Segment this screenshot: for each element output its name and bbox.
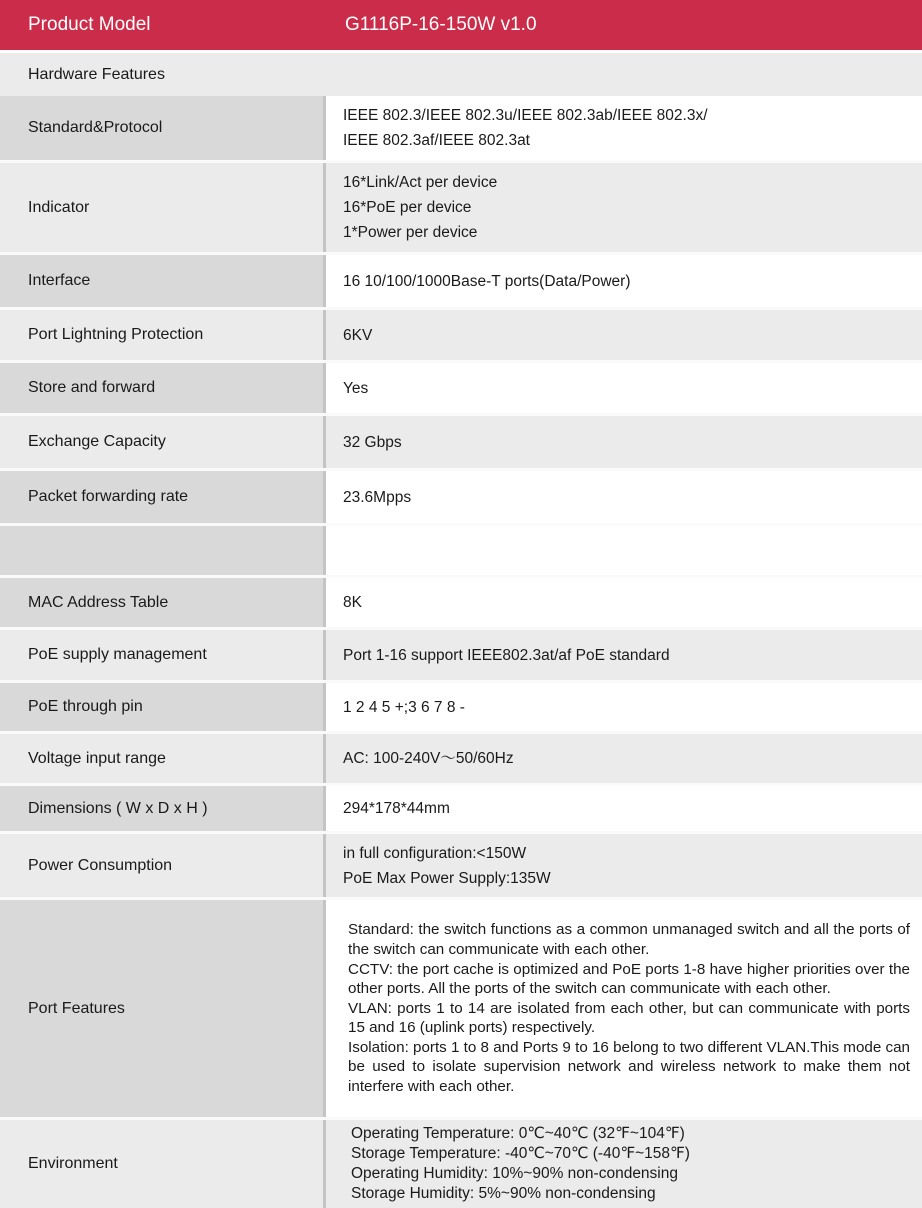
- spec-value: [326, 683, 922, 731]
- spec-value-line: Storage Temperature: -40℃~70℃ (-40℉~158℉): [351, 1145, 690, 1162]
- spec-value-paragraph: Standard: the switch functions as a common unmanaged switch and all the ports of the switch can communicate with each other.: [348, 921, 910, 958]
- spec-value-line: IEEE 802.3af/IEEE 802.3at: [343, 132, 530, 149]
- spec-value-line: 1 2 4 5 +;3 6 7 8 -: [343, 698, 465, 716]
- spec-label: Port Features: [0, 900, 326, 1117]
- spec-value: [326, 163, 922, 252]
- spec-value-line: 294*178*44mm: [343, 800, 450, 817]
- product-model-value: G1116P-16-150W v1.0: [345, 14, 537, 35]
- spec-row-power-consumption: [0, 831, 922, 897]
- spec-row-store-forward: [0, 360, 922, 413]
- spec-value: [326, 471, 922, 523]
- spec-row-standard-protocol: [0, 96, 922, 160]
- spec-label: Packet forwarding rate: [0, 471, 326, 523]
- spec-value-line: 32 Gbps: [343, 433, 402, 451]
- spec-row-forwarding-rate: [0, 468, 922, 523]
- spec-label: MAC Address Table: [0, 578, 326, 627]
- spec-value: [326, 526, 922, 575]
- spec-row-voltage: [0, 731, 922, 783]
- spec-value: [326, 310, 922, 360]
- spec-value: [326, 96, 922, 160]
- spec-value-line: IEEE 802.3/IEEE 802.3u/IEEE 802.3ab/IEEE 802.3x/: [343, 107, 708, 124]
- spec-value: [326, 578, 922, 627]
- spec-label: Port Lightning Protection: [0, 310, 326, 360]
- spec-value-paragraph: Isolation: ports 1 to 8 and Ports 9 to 16 belong to two different VLAN.This mode can be used to isolate supervision network and wireless network to make them not interfere with each other.: [348, 1038, 910, 1096]
- spec-value-paragraph: VLAN: ports 1 to 14 are isolated from each other, but can communicate with ports 15 and 16 (uplink ports) respectively.: [348, 999, 910, 1037]
- spec-label: PoE supply management: [0, 630, 326, 680]
- spec-label: Environment: [0, 1120, 326, 1208]
- spec-value-line: Operating Humidity: 10%~90% non-condensing: [351, 1165, 678, 1182]
- spec-row-exchange-capacity: [0, 413, 922, 468]
- spec-label: Standard&Protocol: [0, 96, 326, 160]
- spec-value-line: 16*Link/Act per device: [343, 174, 498, 191]
- spec-row-lightning-protection: [0, 307, 922, 360]
- spec-table: [0, 96, 922, 1208]
- spec-value-line: PoE Max Power Supply:135W: [343, 869, 551, 887]
- section-title: Hardware Features: [0, 53, 922, 96]
- spec-value: [326, 363, 922, 413]
- spec-label: Power Consumption: [0, 834, 326, 897]
- spec-label: PoE through pin: [0, 683, 326, 731]
- spec-value-line: in full configuration:<150W: [343, 844, 527, 862]
- spec-value-line: AC: 100-240V～50/60Hz: [343, 750, 514, 767]
- spec-row-indicator: [0, 160, 922, 252]
- spec-row-empty: [0, 523, 922, 575]
- spec-value-line: 8K: [343, 594, 362, 611]
- spec-row-environment: [0, 1117, 922, 1208]
- spec-value-line: 16*PoE per device: [343, 199, 472, 216]
- spec-row-dimensions: [0, 783, 922, 831]
- spec-value: [326, 786, 922, 831]
- spec-value: [326, 416, 922, 468]
- table-header: [0, 0, 922, 50]
- spec-value: [326, 900, 922, 1117]
- spec-value-paragraph: CCTV: the port cache is optimized and PoE ports 1-8 have higher priorities over the other ports. All the ports of the switch can communicate with each other.: [348, 960, 910, 998]
- spec-label: Indicator: [0, 163, 326, 252]
- spec-row-port-features: [0, 897, 922, 1117]
- spec-label: Dimensions ( W x D x H ): [0, 786, 326, 831]
- spec-value-line: 6KV: [343, 326, 373, 344]
- spec-value: [326, 630, 922, 680]
- spec-value-line: Operating Temperature: 0℃~40℃ (32℉~104℉): [351, 1125, 685, 1142]
- spec-value-line: 1*Power per device: [343, 224, 478, 241]
- spec-label: Exchange Capacity: [0, 416, 326, 468]
- spec-row-mac-table: [0, 575, 922, 627]
- spec-value-line: Port 1-16 support IEEE802.3at/af PoE standard: [343, 646, 670, 664]
- spec-value: [326, 834, 922, 897]
- header-label: Product Model: [28, 14, 151, 35]
- spec-value-line: 23.6Mpps: [343, 488, 412, 506]
- spec-value: [326, 734, 922, 783]
- spec-row-poe-pin: [0, 680, 922, 731]
- spec-row-poe-management: [0, 627, 922, 680]
- spec-value-line: 16 10/100/1000Base-T ports(Data/Power): [343, 272, 631, 290]
- spec-label: Voltage input range: [0, 734, 326, 783]
- spec-value-line: Yes: [343, 379, 369, 397]
- spec-row-interface: [0, 252, 922, 307]
- spec-label: Interface: [0, 255, 326, 307]
- spec-value: [326, 255, 922, 307]
- spec-value: [326, 1120, 922, 1208]
- spec-label: [0, 526, 326, 575]
- spec-label: Store and forward: [0, 363, 326, 413]
- spec-value-line: Storage Humidity: 5%~90% non-condensing: [351, 1185, 656, 1202]
